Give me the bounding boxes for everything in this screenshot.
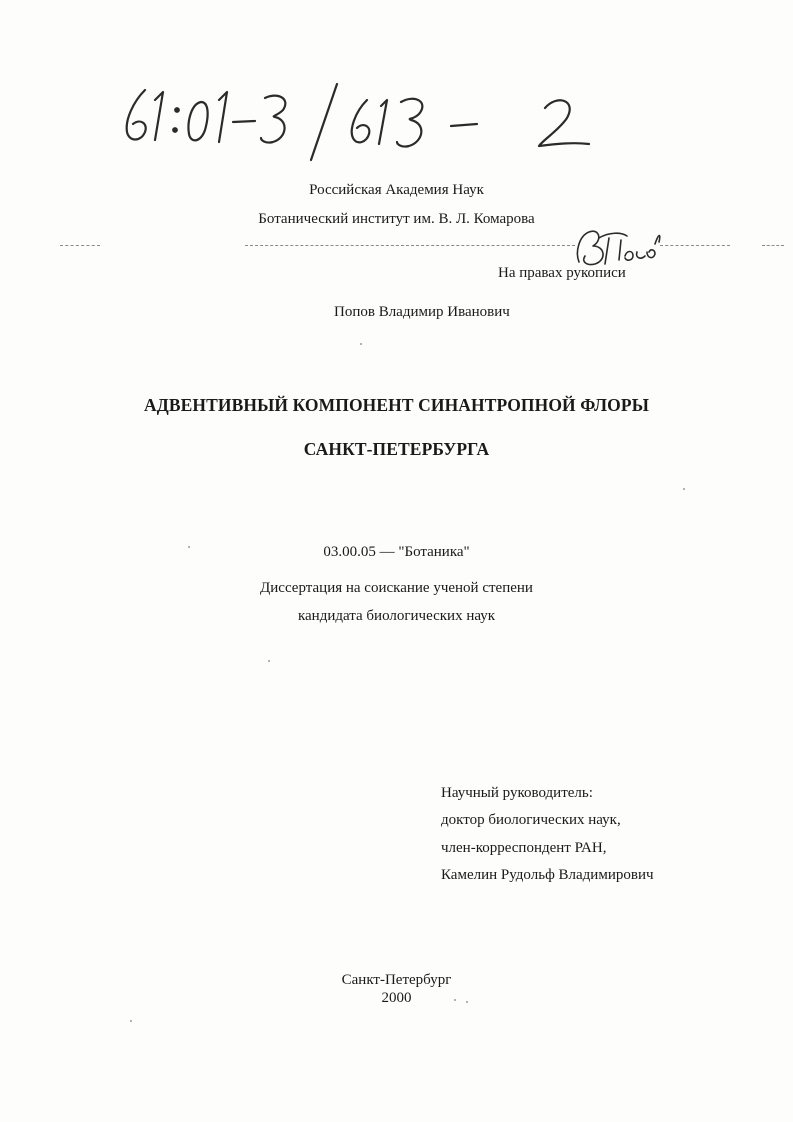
dissertation-title-line1: АДВЕНТИВНЫЙ КОМПОНЕНТ СИНАНТРОПНОЙ ФЛОРЫ [144,395,649,415]
supervisor-label: Научный руководитель: [441,785,593,801]
scan-rule-right [660,245,730,246]
scan-speck [466,1001,468,1003]
dissertation-title-line2: САНКТ-ПЕТЕРБУРГА [303,439,490,459]
supervisor-name: Камелин Рудольф Владимирович [441,867,654,883]
degree-line2: кандидата биологических наук [297,608,496,624]
author-name: Попов Владимир Иванович [334,304,510,320]
scan-rule-left [60,245,100,246]
rights-note: На правах рукописи [498,265,626,281]
scan-speck [130,1020,132,1022]
supervisor-rank: член-корреспондент РАН, [441,840,607,856]
scan-speck [454,999,456,1001]
scan-rule-middle [245,245,575,246]
institute-name: Ботанический институт им. В. Л. Комарова [258,211,535,227]
scan-speck [360,343,362,345]
footer-year: 2000 [381,990,412,1006]
footer-city: Санкт-Петербург [341,972,452,988]
archive-code-handwriting [115,72,615,167]
handwritten-archive-code [115,72,615,172]
supervisor-degree: доктор биологических наук, [441,812,621,828]
scan-speck [268,660,270,662]
scan-speck [683,488,685,490]
academy-name: Российская Академия Наук [309,182,484,198]
degree-line1: Диссертация на соискание ученой степени [260,580,533,596]
scan-rule-far-right [762,245,784,246]
scan-speck [188,546,190,548]
specialty-code: 03.00.05 — "Ботаника" [323,544,470,560]
